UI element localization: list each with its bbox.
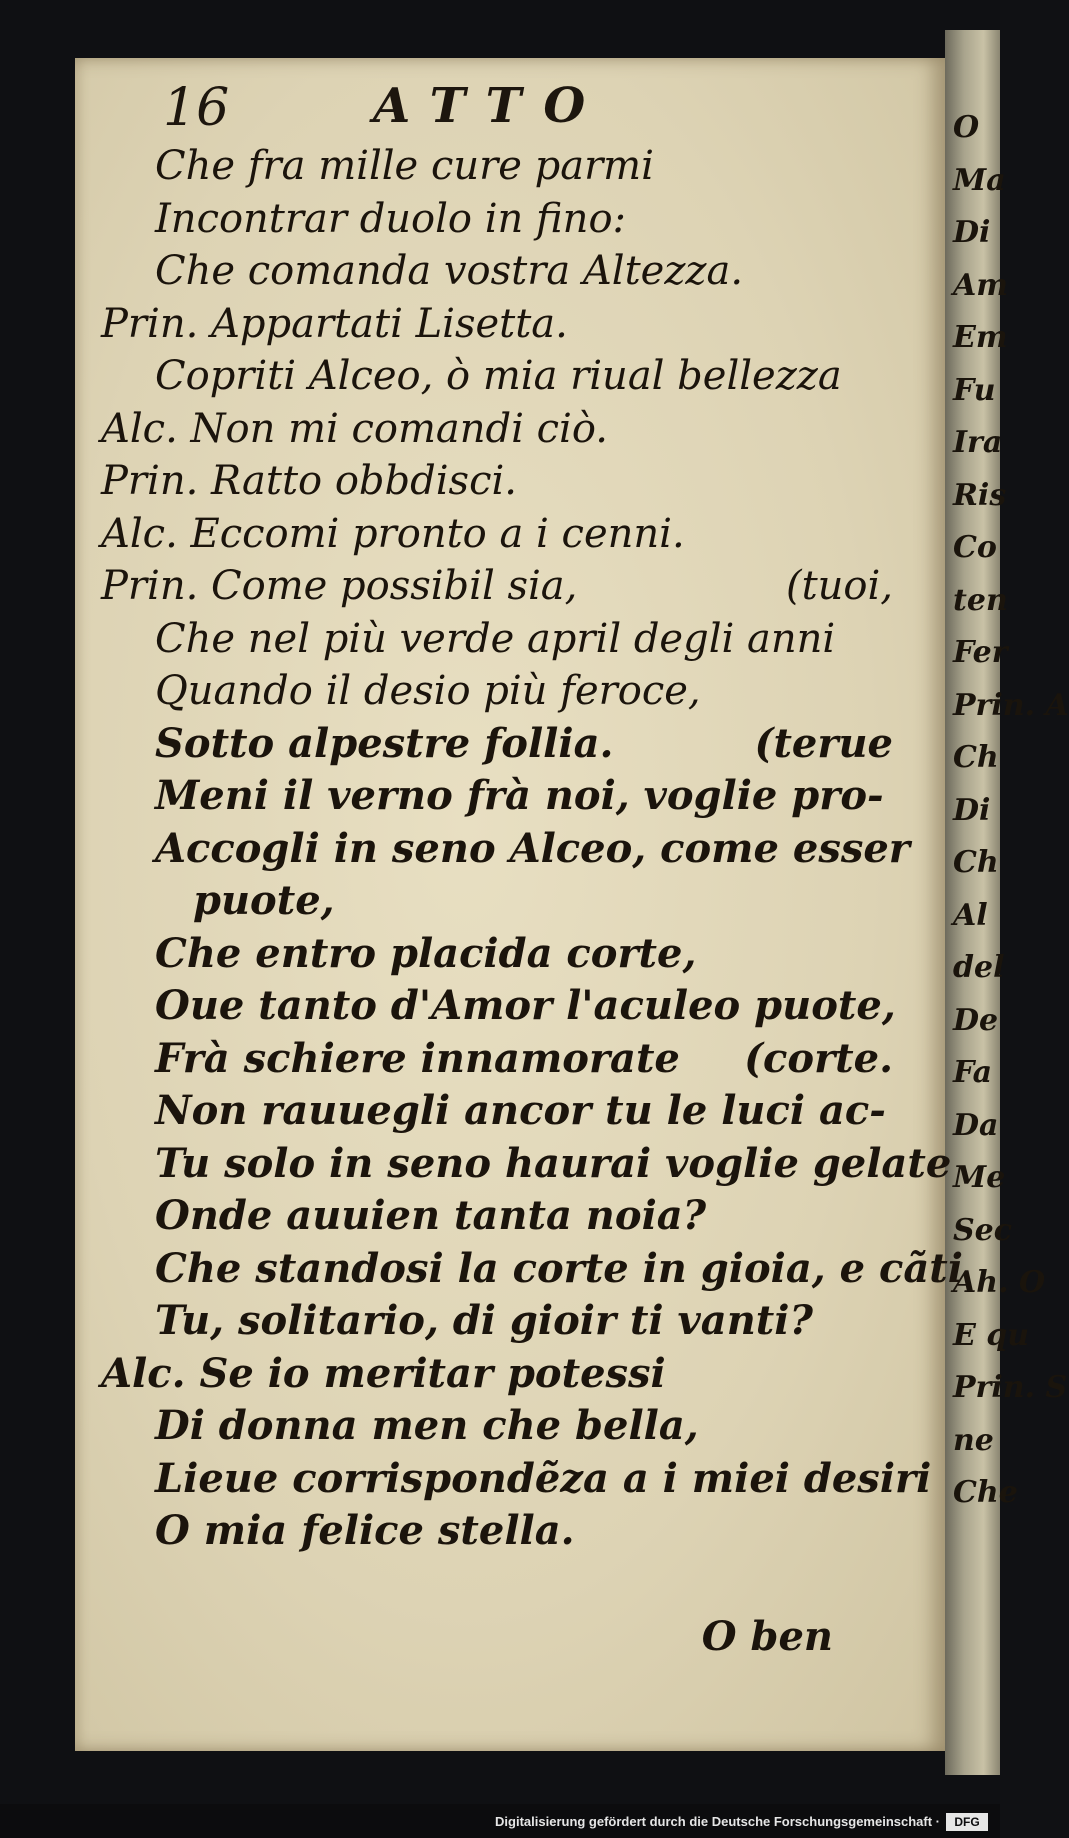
facing-page-fragment: Fu [953, 372, 996, 408]
verse-line-text: Frà schiere innamorate [155, 1034, 680, 1082]
verse-line [75, 1348, 945, 1401]
facing-page-fragment: Am [953, 267, 1009, 303]
verse-line-text: Incontrar duolo in fino: [155, 195, 626, 242]
verse-line [75, 1190, 945, 1243]
page-number: 16 [163, 78, 230, 138]
verse-line-text: Che entro placida corte, [155, 929, 697, 977]
verse-line-text: Oue tanto d'Amor l'aculeo puote, [155, 982, 896, 1029]
facing-page-fragment: O [953, 110, 980, 145]
verse-line [75, 875, 945, 928]
verse-line [75, 1400, 945, 1453]
verse-line [75, 1505, 945, 1558]
verse-line-text: Quando il desio più feroce, [155, 668, 701, 714]
verse-line-text: puote, [193, 877, 335, 924]
verse-line [75, 1295, 945, 1348]
facing-page-fragment: Prin. A [953, 687, 1069, 723]
facing-page-fragment: ten [953, 582, 1008, 618]
verse-text [75, 140, 963, 1558]
verse-line-text: Prin. Appartati Lisetta. [101, 300, 568, 347]
verse-line-turnover: (terue [754, 719, 893, 767]
facing-page-fragment: Prin. S [953, 1370, 1068, 1405]
page-header [163, 78, 643, 148]
running-head: ATTO [373, 78, 608, 134]
facing-page-edge [945, 30, 1069, 1775]
facing-page-fragment: Da [953, 1107, 999, 1143]
verse-line-text: Alc. Non mi comandi ciò. [101, 405, 608, 452]
verse-line [75, 455, 945, 508]
facing-page-fragment: Ris [953, 477, 1007, 513]
verse-line-text: Sotto alpestre follia. [155, 719, 614, 767]
verse-line [75, 560, 945, 613]
verse-line-text: Alc. Se io meritar potessi [101, 1349, 666, 1397]
verse-line-text: Lieue corrispondẽza a i miei desiri [155, 1454, 932, 1502]
verse-line-text: Di donna men che bella, [155, 1402, 699, 1449]
verse-line [75, 823, 945, 876]
verse-line-text: Che comanda vostra Altezza. [155, 248, 744, 294]
verse-line [75, 245, 945, 298]
funding-note: Digitalisierung gefördert durch die Deutsche Forschungsgemeinschaft · [495, 1814, 940, 1829]
verse-line [75, 980, 945, 1033]
facing-page-fragment: Al [953, 897, 988, 933]
verse-line-text: Tu solo in seno haurai voglie gelate [155, 1139, 952, 1187]
verse-line [75, 193, 945, 246]
verse-line-text: Copriti Alceo, ò mia riual bellezza [155, 353, 842, 399]
verse-line [75, 1033, 945, 1086]
facing-page-fragment: ne [953, 1422, 994, 1458]
verse-line [75, 350, 945, 403]
verse-line-text: Alc. Eccomi pronto a i cenni. [101, 510, 685, 557]
facing-page-fragment: Ch [953, 740, 999, 775]
dfg-logo: DFG [946, 1813, 988, 1831]
verse-line [75, 298, 945, 351]
verse-line-text: Prin. Come possibil sia, [101, 563, 578, 609]
facing-page-fragment: Fer [953, 635, 1008, 670]
verse-line-text: Che fra mille cure parmi [155, 143, 654, 189]
verse-line-text: Non rauuegli ancor tu le luci ac- [155, 1087, 886, 1134]
verse-line-text: Meni il verno frà noi, voglie pro- [155, 772, 884, 819]
facing-page-fragment: De [953, 1002, 999, 1038]
verse-line [75, 403, 945, 456]
facing-page-fragment: Ira [953, 425, 1003, 460]
verse-line [75, 770, 945, 823]
facing-page-fragment: Em [953, 320, 1008, 355]
verse-line-text: Che standosi la corte in gioia, e cãti [155, 1244, 963, 1292]
facing-page-fragment: Che [953, 1475, 1018, 1510]
verse-line-text: Onde auuien tanta noia? [155, 1192, 707, 1239]
verse-line-turnover: (corte. [744, 1034, 893, 1082]
verse-line-text: O mia felice stella. [155, 1507, 575, 1554]
verse-line [75, 718, 945, 771]
verse-line [75, 1138, 952, 1191]
facing-page-fragment: Ma [953, 162, 1006, 198]
facing-page-fragment: Di [953, 215, 991, 250]
verse-line [75, 140, 945, 193]
facing-page-fragment: Ah. O [953, 1265, 1046, 1300]
verse-line [75, 1085, 945, 1138]
verse-line-text: Che nel più verde april degli anni [155, 615, 836, 662]
verse-line [75, 665, 945, 718]
verse-line-turnover: (tuoi, [785, 563, 893, 609]
verse-line-text: Prin. Ratto obbdisci. [101, 458, 517, 504]
verse-line-text: Tu, solitario, di gioir ti vanti? [155, 1297, 813, 1344]
facing-page-fragment: E qu [953, 1317, 1030, 1353]
facing-page-fragment: Fa [953, 1055, 993, 1090]
facing-page-fragment: Sec [953, 1212, 1013, 1248]
verse-line [75, 1243, 963, 1296]
verse-line [75, 508, 945, 561]
verse-line-text: Accogli in seno Alceo, come esser [155, 824, 910, 872]
book-page [75, 58, 963, 1751]
verse-line [75, 613, 945, 666]
footer-bar [0, 1804, 1000, 1838]
facing-page-fragment: Co [953, 530, 997, 565]
facing-page-fragment: Di [953, 792, 991, 828]
facing-page-fragment: del [953, 950, 1005, 985]
verse-line [75, 1453, 945, 1506]
catchword: O ben [701, 1613, 833, 1660]
verse-line [75, 928, 945, 981]
facing-page-fragment: Me [953, 1160, 1006, 1195]
facing-page-fragment: Ch [953, 845, 999, 880]
